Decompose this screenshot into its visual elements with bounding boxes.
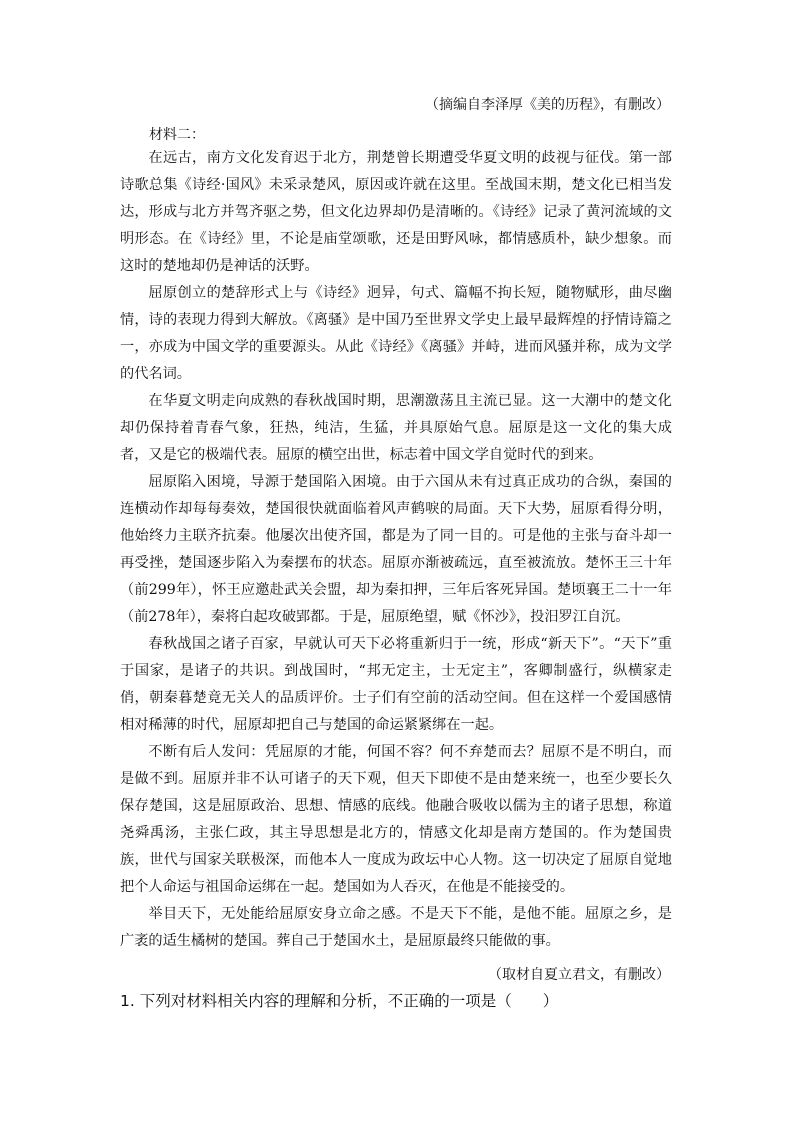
paragraph: 春秋战国之诸子百家，早就认可天下必将重新归于一统，形成“新天下”。“天下”重于国家，是诸子的共识。到战国时，“邦无定主，士无定主”，客卿制盛行，纵横家走俏，朝秦暮楚竟无关人的品质评价。士子们有空前的活动空间。但在这样一个爱国感情相对稀薄的时代，屈原却把自己与楚国的命运紧紧绑在一起。: [120, 636, 672, 733]
source-citation-top: （摘编自李泽厚《美的历程》，有删改）: [425, 97, 670, 113]
paragraph: 不断有后人发问：凭屈原的才能，何国不容？何不弃楚而去？屈原不是不明白，而是做不到。屈原并非不认可诸子的天下观，但天下即使不是由楚来统一，也至少要长久保存楚国，这是屈原政治、思想、情感的底线。他融合吸收以儒为主的诸子思想，称道尧舜禹汤，主张仁政，其主导思想是北方的，情感文化却是南方楚国的。作为楚国贵族，世代与国家关联极深，而他本人一度成为政坛中心人物。这一切决定了屈原自觉地把个人命运与祖国命运绑在一起。楚国如为人吞灭，在他是不能接受的。: [120, 744, 672, 895]
source-citation-bottom: （取材自夏立君文，有删改）: [488, 967, 670, 983]
paragraph: 屈原创立的楚辞形式上与《诗经》迥异，句式、篇幅不拘长短，随物赋形，曲尽幽情，诗的表现力得到大解放。《离骚》是中国乃至世界文学史上最早最辉煌的抒情诗篇之一，亦成为中国文学的重要源头。从此《诗经》《离骚》并峙，进而风骚并称，成为文学的代名词。: [120, 285, 672, 382]
material-two-label: 材料二：: [149, 127, 205, 143]
paragraph: 屈原陷入困境，导源于楚国陷入困境。由于六国从未有过真正成功的合纵，秦国的连横动作却每每奏效，楚国很快就面临着风声鹤唳的局面。天下大势，屈原看得分明，他始终力主联齐抗秦。他屡次出使齐国，都是为了同一目的。可是他的主张与奋斗却一再受挫，楚国逐步陷入为秦摆布的状态。屈原亦渐被疏远，直至被流放。楚怀王三十年（前299年），怀王应邀赴武关会盟，却为秦扣押，三年后客死异国。楚顷襄王二十一年（前278年），秦将白起攻破郢都。于是，屈原绝望，赋《怀沙》，投汨罗江自沉。: [120, 474, 672, 625]
paragraph: 在远古，南方文化发育迟于北方，荆楚曾长期遭受华夏文明的歧视与征伐。第一部诗歌总集《诗经·国风》未采录楚风，原因或许就在这里。至战国末期，楚文化已相当发达，形成与北方并驾齐驱之势，但文化边界却仍是清晰的。《诗经》记录了黄河流域的文明形态。在《诗经》里，不论是庙堂颂歌，还是田野风咏，都情感质朴，缺少想象。而这时的楚地却仍是神话的沃野。: [120, 150, 672, 274]
paragraph: 举目天下，无处能给屈原安身立命之感。不是天下不能，是他不能。屈原之乡，是广袤的适生橘树的楚国。葬自己于楚国水土，是屈原最终只能做的事。: [120, 906, 672, 949]
paragraph: 在华夏文明走向成熟的春秋战国时期，思潮激荡且主流已显。这一大潮中的楚文化却仍保持着青春气象，狂热，纯洁，生猛，并具原始气息。屈原是这一文化的集大成者，又是它的极端代表。屈原的横空出世，标志着中国文学自觉时代的到来。: [120, 393, 672, 463]
material-two-body: [120, 145, 672, 955]
question-one: 1. 下列对材料相关内容的理解和分析，不正确的一项是（ ）: [120, 992, 559, 1010]
